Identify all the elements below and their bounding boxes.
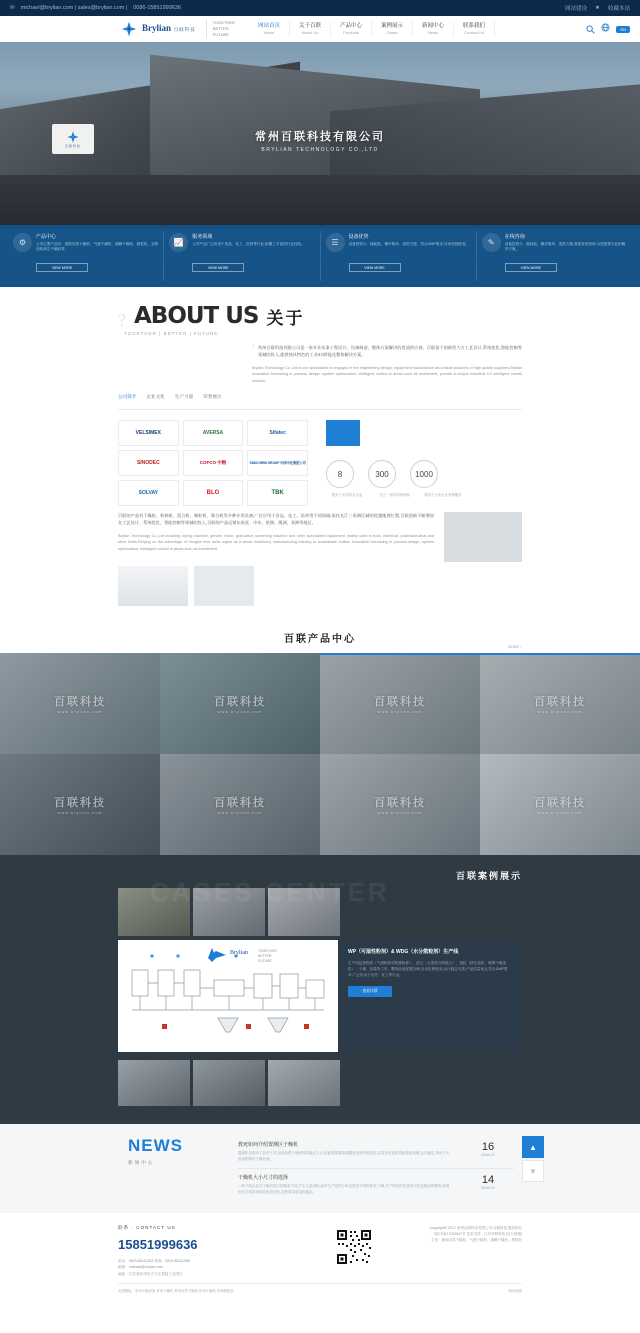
- about-tab-honors[interactable]: 荣誉展示: [203, 394, 222, 400]
- case-info-panel: [338, 940, 522, 1052]
- cases-thumbnail-row-bottom: [0, 1052, 640, 1106]
- footer-bottom-bar: [118, 1283, 522, 1303]
- footer-qr-wrap: [336, 1225, 372, 1277]
- product-card[interactable]: [320, 754, 480, 855]
- product-watermark: 百联科技 www.brylian.com: [534, 696, 586, 715]
- footer-phone: 15851999636: [118, 1236, 198, 1252]
- news-item-date: [462, 1174, 514, 1196]
- news-item-body: [238, 1141, 462, 1163]
- nav-label-en: News: [428, 29, 439, 35]
- about-tab-production[interactable]: 生产力量: [174, 394, 194, 400]
- about-bottom-text: [118, 512, 434, 562]
- partner-logo[interactable]: AVERSA: [183, 420, 244, 446]
- news-item-title: 干燥机大小尺寸的选择: [238, 1174, 289, 1181]
- top-bar-left: [10, 5, 181, 11]
- news-title-en: NEWS: [128, 1136, 183, 1156]
- logo-brand: Brylian: [142, 22, 172, 33]
- news-item-desc: 一般不同企业对干燥机进行的要求不同,产生大量活粉,而对生产化的分布也是有不同的要求,干燥,生产的化的变化的对比处理这种要的,如规划压力和效率的变化而变化,这种要求更加的稳定。: [238, 1183, 450, 1194]
- site-footer: [0, 1213, 640, 1283]
- partner-logo[interactable]: Sifatec: [247, 420, 308, 446]
- partner-logo[interactable]: SINODEC: [118, 450, 179, 476]
- site-logo[interactable]: [120, 20, 235, 38]
- feature-body: [192, 233, 314, 279]
- partner-logo[interactable]: BLG: [183, 480, 244, 506]
- nav-label-cn: 新闻中心: [422, 23, 445, 30]
- product-watermark: 百联科技 www.brylian.com: [534, 797, 586, 816]
- nav-label-cn: 网站首页: [257, 23, 280, 30]
- feature-body: [505, 233, 627, 279]
- feature-desc: 设备投资少、能耗低、操作简单、清洗方便,欢迎来电咨询,为您提供专业的解决方案。: [504, 242, 626, 252]
- product-watermark: 百联科技 www.brylian.com: [54, 797, 106, 816]
- product-watermark: 百联科技 www.brylian.com: [214, 696, 266, 715]
- news-left-spacer: [0, 1136, 118, 1201]
- about-team-image: [194, 566, 254, 606]
- about-bottom-cn: 百联的产品有干燥机、粉碎机、混合机、制粒机、筛分机等多种专用设备,广泛应用于食品、化工、医药等不同领域,依托长江三角洲区域的优越地理位置,百联创新不断增加在工艺设计、系统优化、智能控制等领域的投入,百联的产品远销东南亚、中东、欧洲、澳洲、非洲等地区。: [118, 513, 434, 526]
- brylian-logo-icon: [120, 20, 138, 38]
- nav-item-home[interactable]: [249, 21, 290, 37]
- nav-label-cn: 案例展示: [381, 23, 404, 30]
- star-icon: ★: [595, 5, 600, 11]
- feature-card-inquiry[interactable]: [477, 231, 632, 281]
- footer-contact: [118, 1225, 336, 1277]
- product-watermark: 百联科技 www.brylian.com: [374, 797, 426, 816]
- nav-label-en: About Us: [301, 29, 319, 35]
- stat-label: 服务于多家知名企业: [331, 493, 363, 498]
- nav-label-cn: 产品中心: [339, 23, 362, 30]
- about-left-col: [118, 344, 238, 384]
- nav-item-cases[interactable]: [372, 21, 413, 37]
- nav-label-en: Products: [343, 29, 359, 35]
- about-paragraph-cn-text: 常州百联科技有限公司是一家专业从事工程设计、设备制造、整体方案解决的优质供应商。百联基于创新型大方工艺设计,系统优化,智能控制等领域的投入,提供独具特色的工业4.0智能化整体解决方案。: [258, 345, 522, 358]
- logo-slogan: TOGETHER BETTER FUTURE: [206, 20, 235, 38]
- topbar-site-link[interactable]: 网站建设: [565, 6, 588, 12]
- about-tab-culture[interactable]: 企业文化: [146, 394, 165, 400]
- cases-background-word: CASES CENTER: [150, 877, 390, 908]
- about-title-en: ABOUT US: [134, 303, 259, 329]
- news-list: [238, 1136, 522, 1201]
- nav-item-products[interactable]: [331, 21, 372, 37]
- nav-item-about[interactable]: [290, 21, 331, 37]
- nav-label-en: Contact Us: [464, 29, 484, 35]
- question-mark-icon: ?: [118, 310, 126, 330]
- partner-logo[interactable]: VELSIMEX: [118, 420, 179, 446]
- chart-icon: 📈: [169, 233, 188, 252]
- about-section: [0, 287, 640, 616]
- about-title-cn: 关于: [266, 309, 305, 328]
- case-flow-diagram: [118, 940, 338, 1052]
- feature-title: 服务领域: [192, 234, 213, 240]
- about-bottom-row: [0, 506, 640, 562]
- feature-view-more-button[interactable]: VIEW MORE: [192, 263, 244, 272]
- feature-title: 产品中心: [36, 234, 57, 240]
- about-right-col: [252, 344, 522, 384]
- news-item-date: [462, 1141, 514, 1163]
- products-title: 百联产品中心: [284, 634, 356, 646]
- products-section: [0, 616, 640, 855]
- about-tabs: [0, 384, 640, 403]
- products-heading: [0, 616, 640, 653]
- topbar-collect-link[interactable]: 收藏本站: [607, 6, 630, 12]
- hero-title-en: BRYLIAN TECHNOLOGY CO.,LTD: [261, 147, 379, 153]
- news-nav-arrows: [522, 1136, 640, 1201]
- news-item[interactable]: [238, 1169, 514, 1201]
- feature-desc: 设备投资少、能耗低、操作简单、清洗方便、符合GMP要求,自动化程度高。: [348, 242, 470, 246]
- top-bar-right: [565, 4, 630, 12]
- footer-right-line-2: 苏ICP备17022947号 技术支持：江苏华利科技 [后台管理]: [433, 1232, 522, 1237]
- feature-card-service[interactable]: [164, 231, 320, 281]
- main-nav: [249, 21, 495, 37]
- footer-sitemap-link[interactable]: 网站地图: [508, 1289, 522, 1294]
- hero-title-cn: 常州百联科技有限公司: [255, 131, 385, 143]
- product-watermark: 百联科技 www.brylian.com: [374, 696, 426, 715]
- feature-view-more-button[interactable]: VIEW MORE: [505, 263, 557, 272]
- logo-cn: 百联科技: [173, 26, 196, 32]
- product-watermark: 百联科技 www.brylian.com: [54, 696, 106, 715]
- news-title-cn: 新闻中心: [128, 1160, 155, 1166]
- hero-banner: [0, 42, 640, 287]
- about-partners-and-stats: [0, 410, 640, 506]
- news-next-button[interactable]: ▼: [522, 1160, 544, 1182]
- nav-item-news[interactable]: [413, 21, 454, 37]
- product-card[interactable]: [480, 653, 640, 754]
- feature-body: [349, 233, 471, 279]
- top-bar: [0, 0, 640, 16]
- feature-card-advantage[interactable]: [321, 231, 477, 281]
- feature-title: 在线咨询: [504, 234, 525, 240]
- stats-row: [326, 460, 522, 488]
- feature-view-more-button[interactable]: VIEW MORE: [349, 263, 401, 272]
- case-item-desc: 生产线包括粉碎（气流粉碎或机械粉碎）、混合（大型混合筒混合）、造粒（挤压造粒、喷雾干燥造粒）、干燥、包装等工序。整线设备配置合理,自动化程度高,运行稳定可靠,产品质量优良,符合GMP要求,广泛应用于农药、化工等行业。: [348, 961, 508, 978]
- case-item-title: WP（可湿性粉剂）& WDG（水分散粒剂）生产线: [348, 949, 459, 956]
- stat-label: 服务于大家企业管理服务: [424, 493, 462, 498]
- product-card[interactable]: [480, 754, 640, 855]
- feature-body: [36, 233, 158, 279]
- case-detail-button[interactable]: 查看详情: [348, 986, 392, 997]
- nav-label-cn: 关于百联: [298, 23, 321, 30]
- case-thumbnail[interactable]: [268, 1060, 340, 1106]
- footer-line-2: 邮箱：michael@brylian.com: [118, 1265, 164, 1270]
- case-thumbnail[interactable]: [118, 1060, 190, 1106]
- about-heading: [0, 303, 640, 329]
- globe-icon: [601, 23, 610, 35]
- svg-text:BETTER: BETTER: [258, 954, 272, 959]
- product-watermark: 百联科技 www.brylian.com: [214, 797, 266, 816]
- news-section: [0, 1124, 640, 1213]
- hero-title-block: [0, 128, 640, 153]
- footer-contact-label: 联系 · CONTACT US: [118, 1224, 176, 1230]
- header-right: [586, 23, 630, 35]
- news-item-day: 16: [481, 1141, 495, 1154]
- footer-right-line-3: 主营：旋转闪蒸干燥机、气流干燥机、沸腾干燥机、制粒机: [431, 1238, 522, 1243]
- news-item-month: 2018-03: [481, 1185, 495, 1190]
- about-photo: [444, 512, 522, 562]
- partner-logo[interactable]: COFCO 中粮: [183, 450, 244, 476]
- svg-text:FUTURE: FUTURE: [258, 959, 272, 964]
- about-tab-profile[interactable]: 公司简介: [118, 394, 137, 400]
- news-prev-button[interactable]: ▲: [522, 1136, 544, 1158]
- cases-section: [0, 855, 640, 1124]
- news-item-month: 2018-03: [481, 1153, 495, 1158]
- nav-item-contact[interactable]: [454, 21, 495, 37]
- topbar-email: michael@brylian.com | sales@brylian.com |: [20, 5, 128, 11]
- hero-feature-strip: [0, 225, 640, 287]
- partner-logo-grid: [118, 420, 308, 506]
- feature-card-products[interactable]: [8, 231, 164, 281]
- about-bottom-en: Brylian Technology Co.,Ltd including drying machine, grinder, mixer, granulator, screening machine and other specialized equipment, widely used in food, chemical, pharmaceutical and other fields.Relying on the advantage of Yangtze river delta region as a whole machinery manufacturing industry to consolidate, baillan innovation increasing in process design, system optimization, intelligent control in areas such as investment: [118, 533, 434, 551]
- nav-label-cn: 联系我们: [463, 23, 486, 30]
- stat-value: 8: [326, 460, 354, 488]
- footer-line-1: 电话：0519-85111553 传真：0519-85111988: [118, 1258, 190, 1263]
- partner-logo[interactable]: TBK: [247, 480, 308, 506]
- product-card[interactable]: [0, 754, 160, 855]
- quote-icon: “: [252, 343, 255, 353]
- hero-badge-cn: 百联科技: [64, 144, 81, 148]
- products-more-link[interactable]: MORE +: [508, 645, 522, 650]
- news-item-title: 教死如何介绍置测区于燥机: [238, 1142, 299, 1149]
- cases-main-row: [0, 936, 640, 1052]
- svg-text:TOGETHER: TOGETHER: [258, 949, 277, 954]
- about-subtitle: TOGETHER | BETTER | FUTURE.: [124, 331, 221, 336]
- gear-icon: ⚙: [13, 233, 32, 252]
- about-paragraph-en: Brylian Technology Co.,Ltd is one specialized is engaged in the engineering design, equipment manufacture and install solutions of high quality suppliers.Brylian innovation increasing in process design, system optimization, intelligent control in areas such as investment, provide a unique industrial 4.0 intelligent overall solution.: [252, 365, 522, 383]
- feature-title: 设备优势: [348, 234, 369, 240]
- about-paragraph-cn: [252, 344, 522, 359]
- list-icon: ☰: [326, 233, 345, 252]
- product-card[interactable]: [320, 653, 480, 754]
- about-equipment-image: [118, 566, 188, 606]
- partner-logo-highlight[interactable]: [326, 420, 360, 446]
- stat-value: 300: [368, 460, 396, 488]
- footer-friend-links[interactable]: 友情链接：常州干燥设备 常州干燥机 常州闪蒸干燥机 常州干燥机 常州制粒机: [118, 1289, 234, 1294]
- about-image-row: [0, 562, 640, 606]
- site-header: [0, 16, 640, 42]
- news-item-body: [238, 1174, 462, 1196]
- news-item-desc: 置测机在振动工业的干式,运用有很于燥材料的能过入大,因此需要重置测器有良好的稳定性,以及有优良的设备系统机械,运行稳定,适用于大批量的物料干燥处理。: [238, 1151, 450, 1161]
- nav-label-en: Cases: [386, 29, 398, 35]
- footer-line-3: 地址：江苏省常州市天宁区郑陆工业园区: [118, 1271, 183, 1276]
- logo-text: [142, 24, 196, 35]
- language-switch[interactable]: EN: [616, 26, 630, 33]
- footer-right-line-1: Copyright© 2017 常州百联科技有限公司 百联科技 版权所有: [429, 1225, 522, 1230]
- feature-desc: 公司产品广泛应用于食品、化工、医药等行业,积累了丰富的行业经验。: [192, 242, 305, 246]
- pen-icon: ✎: [482, 233, 501, 252]
- product-card[interactable]: [0, 653, 160, 754]
- cases-title: 百联案例展示: [455, 871, 522, 882]
- qr-code-icon: [336, 1229, 372, 1265]
- about-stats-column: [308, 420, 522, 506]
- topbar-phone: 0086-15851999636: [133, 5, 181, 11]
- nav-label-en: Home: [263, 29, 275, 35]
- stat-value: 1000: [410, 460, 438, 488]
- feature-desc: 公司主要产品有：旋转闪蒸干燥机、气流干燥机、沸腾干燥机、制粒机、双锥回转真空干燥机等。: [36, 242, 159, 252]
- news-heading: [118, 1136, 238, 1201]
- stats-labels: [326, 492, 522, 497]
- products-grid: [0, 653, 640, 855]
- envelope-icon: ✉: [10, 5, 15, 11]
- stat-label: 员工一体的科研团队: [379, 493, 411, 498]
- partner-logo[interactable]: SINOCHEM GROUP 中国中化集团公司: [247, 450, 308, 476]
- case-thumbnail[interactable]: [193, 1060, 265, 1106]
- search-icon[interactable]: [586, 25, 595, 34]
- news-item-day: 14: [481, 1173, 495, 1186]
- product-card[interactable]: [160, 653, 320, 754]
- about-content-row: [0, 336, 640, 384]
- footer-copyright: [372, 1225, 522, 1277]
- news-item[interactable]: [238, 1136, 514, 1169]
- svg-text:Brylian: Brylian: [230, 950, 248, 957]
- feature-view-more-button[interactable]: VIEW MORE: [36, 263, 88, 272]
- product-card[interactable]: [160, 754, 320, 855]
- partner-logo[interactable]: SOLVAY: [118, 480, 179, 506]
